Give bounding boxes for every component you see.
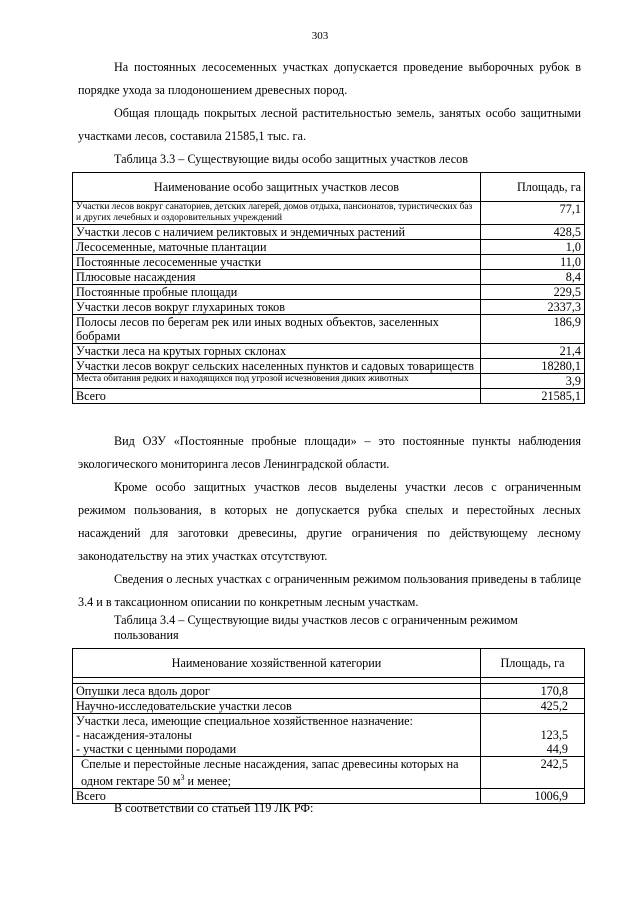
row-name: Участки лесов вокруг санаториев, детских лагерей, домов отдыха, пансионатов, туристических баз и других лечебных и оздоровительных учреждений (73, 202, 481, 225)
row-area: 2337,3 (481, 300, 585, 315)
column-header-area: Площадь, га (481, 173, 585, 202)
table-row (73, 315, 585, 344)
table-row (73, 374, 585, 389)
special-item-area: 44,9 (546, 742, 568, 756)
row-name: Опушки леса вдоль дорог (73, 684, 481, 699)
paragraph-total-area: Общая площадь покрытых лесной растительностью земель, занятых особо защитными участками лесов, составила 21585,1 тыс. га. (78, 106, 581, 143)
total-label: Всего (73, 389, 481, 404)
row-area (481, 714, 585, 757)
special-item-name: - насаждения-эталоны (76, 728, 192, 742)
paragraph-table-reference: Сведения о лесных участках с ограниченным режимом пользования приведены в таблице 3.4 и в таксационном описании по конкретным лесным участкам. (78, 572, 581, 609)
table-row (73, 359, 585, 374)
row-area: 21,4 (481, 344, 585, 359)
table-row (73, 225, 585, 240)
table-row (73, 202, 585, 225)
row-name (73, 714, 481, 757)
special-item-area: 123,5 (540, 728, 568, 742)
row-area: 242,5 (481, 757, 585, 789)
table-header (73, 173, 585, 202)
column-header-name: Наименование особо защитных участков лесов (73, 173, 481, 202)
row-area: 77,1 (481, 202, 585, 225)
table-row (73, 240, 585, 255)
row-name: Полосы лесов по берегам рек или иных водных объектов, заселенных бобрами (73, 315, 481, 344)
total-label: Всего (73, 789, 481, 804)
paragraph-restricted-use: Кроме особо защитных участков лесов выделены участки лесов с ограниченным режимом пользования, в которых не допускается рубка спелых и перестойных лесных насаждений для заготовки древесины, другие ограничения по действующему лесному законодательству на этих участках отсутствуют. (78, 480, 581, 563)
special-purpose-title: Участки леса, имеющие специальное хозяйственное назначение: (76, 714, 413, 728)
table-row (73, 270, 585, 285)
row-area: 186,9 (481, 315, 585, 344)
row-name: Постоянные лесосеменные участки (73, 255, 481, 270)
table-row (73, 344, 585, 359)
total-value: 21585,1 (481, 389, 585, 404)
table-header (73, 649, 585, 678)
row-area: 229,5 (481, 285, 585, 300)
table-row (73, 757, 585, 789)
row-name: Спелые и перестойные лесные насаждения, запас древесины которых на одном гектаре 50 $м^3$ и менее; (73, 757, 481, 789)
row-name: Места обитания редких и находящихся под угрозой исчезновения диких животных (73, 374, 481, 389)
page-number: 303 (311, 30, 329, 42)
row-area: 1,0 (481, 240, 585, 255)
row-name: Участки лесов с наличием реликтовых и эндемичных растений (73, 225, 481, 240)
table-row (73, 684, 585, 699)
table-row (73, 714, 585, 757)
closing-line: В соответствии со статьей 119 ЛК РФ: (114, 801, 314, 815)
table-row (73, 255, 585, 270)
table-3-3-caption: Таблица 3.3 – Существующие виды особо защитных участков лесов (114, 152, 468, 166)
row-area: 8,4 (481, 270, 585, 285)
row-name: Участки лесов вокруг сельских населенных пунктов и садовых товариществ (73, 359, 481, 374)
row-area: 425,2 (481, 699, 585, 714)
row-area: 18280,1 (481, 359, 585, 374)
paragraph-trial-plots: Вид ОЗУ «Постоянные пробные площади» – это постоянные пункты наблюдения экологического мониторинга лесов Ленинградской области. (78, 434, 581, 471)
row-name: Постоянные пробные площади (73, 285, 481, 300)
special-item-name: - участки с ценными породами (76, 742, 237, 756)
table-3-4-caption: Таблица 3.4 – Существующие виды участков лесов с ограниченным режимом пользования (114, 613, 518, 642)
paragraph-seed-plots: На постоянных лесосеменных участках допускается проведение выборочных рубок в порядке ухода за плодоношением древесных пород. (78, 60, 581, 97)
row-area: 428,5 (481, 225, 585, 240)
row-name: Участки леса на крутых горных склонах (73, 344, 481, 359)
restricted-areas-table (72, 648, 585, 804)
table-row (73, 699, 585, 714)
row-name: Научно-исследовательские участки лесов (73, 699, 481, 714)
row-name: Участки лесов вокруг глухариных токов (73, 300, 481, 315)
table-total-row (73, 389, 585, 404)
row-name: Лесосеменные, маточные плантации (73, 240, 481, 255)
protected-areas-table (72, 172, 585, 404)
row-name: Плюсовые насаждения (73, 270, 481, 285)
row-area: 170,8 (481, 684, 585, 699)
row-area: 11,0 (481, 255, 585, 270)
row-area: 3,9 (481, 374, 585, 389)
table-row (73, 300, 585, 315)
table-row (73, 285, 585, 300)
column-header-name: Наименование хозяйственной категории (73, 649, 481, 678)
column-header-area: Площадь, га (481, 649, 585, 678)
total-value: 1006,9 (481, 789, 585, 804)
